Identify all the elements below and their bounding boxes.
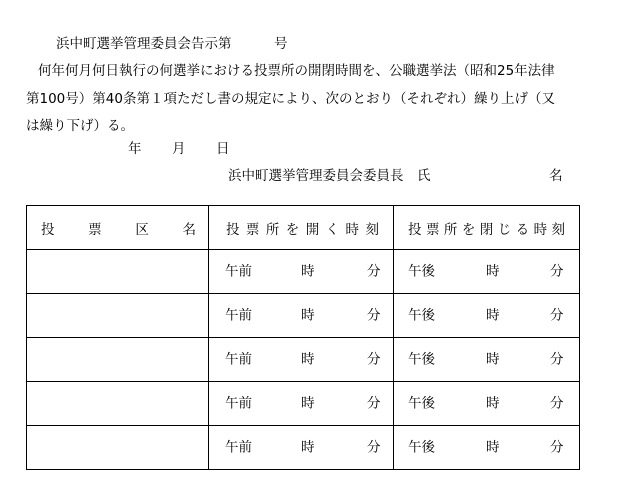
district-cell[interactable]: [27, 338, 209, 382]
close-time-cell[interactable]: [394, 382, 580, 426]
hour-unit: 時: [301, 262, 315, 279]
am-label: 午前: [225, 262, 252, 279]
header-char: 票: [425, 221, 440, 238]
pm-label: 午後: [408, 262, 435, 279]
header-char: 投: [226, 221, 240, 238]
date-year: 年: [128, 141, 142, 157]
header-close-time: [394, 206, 580, 250]
table-row: [27, 250, 580, 294]
open-time-cell[interactable]: [209, 338, 394, 382]
date-month: 月: [172, 141, 186, 157]
table-row: [27, 382, 580, 426]
district-cell[interactable]: [27, 426, 209, 470]
minute-unit: 分: [550, 438, 564, 455]
header-char: 所: [265, 221, 280, 238]
open-time-cell[interactable]: [209, 294, 394, 338]
open-time-cell[interactable]: [209, 382, 394, 426]
hour-unit: 時: [301, 306, 315, 323]
hour-unit: 時: [486, 262, 500, 279]
close-time-cell[interactable]: [394, 294, 580, 338]
open-time-cell[interactable]: [209, 250, 394, 294]
header-char: 刻: [551, 221, 565, 238]
notice-body-line-1: 何年何月何日執行の何選挙における投票所の開閉時間を、公職選挙法（昭和25年法律: [38, 63, 555, 79]
hour-unit: 時: [301, 438, 315, 455]
signer-title: 浜中町選挙管理委員会委員長 氏: [228, 168, 431, 184]
header-char: 区: [135, 221, 149, 238]
district-cell[interactable]: [27, 382, 209, 426]
open-time-cell[interactable]: [209, 426, 394, 470]
notice-number-title: 浜中町選挙管理委員会告示第: [56, 36, 232, 52]
header-char: 名: [182, 221, 196, 238]
close-time-cell[interactable]: [394, 250, 580, 294]
minute-unit: 分: [550, 394, 564, 411]
district-cell[interactable]: [27, 294, 209, 338]
pm-label: 午後: [408, 394, 435, 411]
pm-label: 午後: [408, 306, 435, 323]
hour-unit: 時: [486, 306, 500, 323]
pm-label: 午後: [408, 438, 435, 455]
header-char: 刻: [365, 221, 379, 238]
am-label: 午前: [225, 394, 252, 411]
minute-unit: 分: [367, 350, 381, 367]
header-char: 投: [408, 221, 422, 238]
close-time-cell[interactable]: [394, 426, 580, 470]
header-char: を: [285, 221, 300, 238]
header-char: 開: [305, 221, 320, 238]
notice-body-line-2: 第100号）第40条第１項ただし書の規定により、次のとおり（それぞれ）繰り上げ（又: [26, 91, 555, 107]
am-label: 午前: [225, 438, 252, 455]
header-char: 投: [41, 221, 55, 238]
minute-unit: 分: [367, 438, 381, 455]
header-char: 時: [533, 221, 548, 238]
header-char: 時: [345, 221, 360, 238]
table-row: [27, 426, 580, 470]
signer-name-suffix: 名: [549, 168, 563, 184]
header-char: じ: [497, 221, 512, 238]
minute-unit: 分: [367, 262, 381, 279]
district-cell[interactable]: [27, 250, 209, 294]
close-time-cell[interactable]: [394, 338, 580, 382]
minute-unit: 分: [367, 306, 381, 323]
hour-unit: 時: [301, 394, 315, 411]
header-char: く: [325, 221, 340, 238]
date-day: 日: [216, 141, 230, 157]
hour-unit: 時: [486, 394, 500, 411]
header-open-time: [209, 206, 394, 250]
hour-unit: 時: [486, 350, 500, 367]
header-char: を: [461, 221, 476, 238]
minute-unit: 分: [550, 350, 564, 367]
header-char: 票: [88, 221, 102, 238]
hour-unit: 時: [301, 350, 315, 367]
header-char: 所: [443, 221, 458, 238]
table-row: [27, 338, 580, 382]
minute-unit: 分: [550, 262, 564, 279]
minute-unit: 分: [367, 394, 381, 411]
header-char: る: [515, 221, 530, 238]
header-district: [27, 206, 209, 250]
hour-unit: 時: [486, 438, 500, 455]
polling-hours-table: [26, 205, 580, 470]
notice-body-line-3: は繰り下げ）る。: [26, 118, 134, 134]
header-char: 票: [245, 221, 260, 238]
header-char: 閉: [479, 221, 494, 238]
minute-unit: 分: [550, 306, 564, 323]
am-label: 午前: [225, 350, 252, 367]
notice-number-suffix: 号: [274, 36, 288, 52]
am-label: 午前: [225, 306, 252, 323]
pm-label: 午後: [408, 350, 435, 367]
table-header-row: [27, 206, 580, 250]
table-row: [27, 294, 580, 338]
